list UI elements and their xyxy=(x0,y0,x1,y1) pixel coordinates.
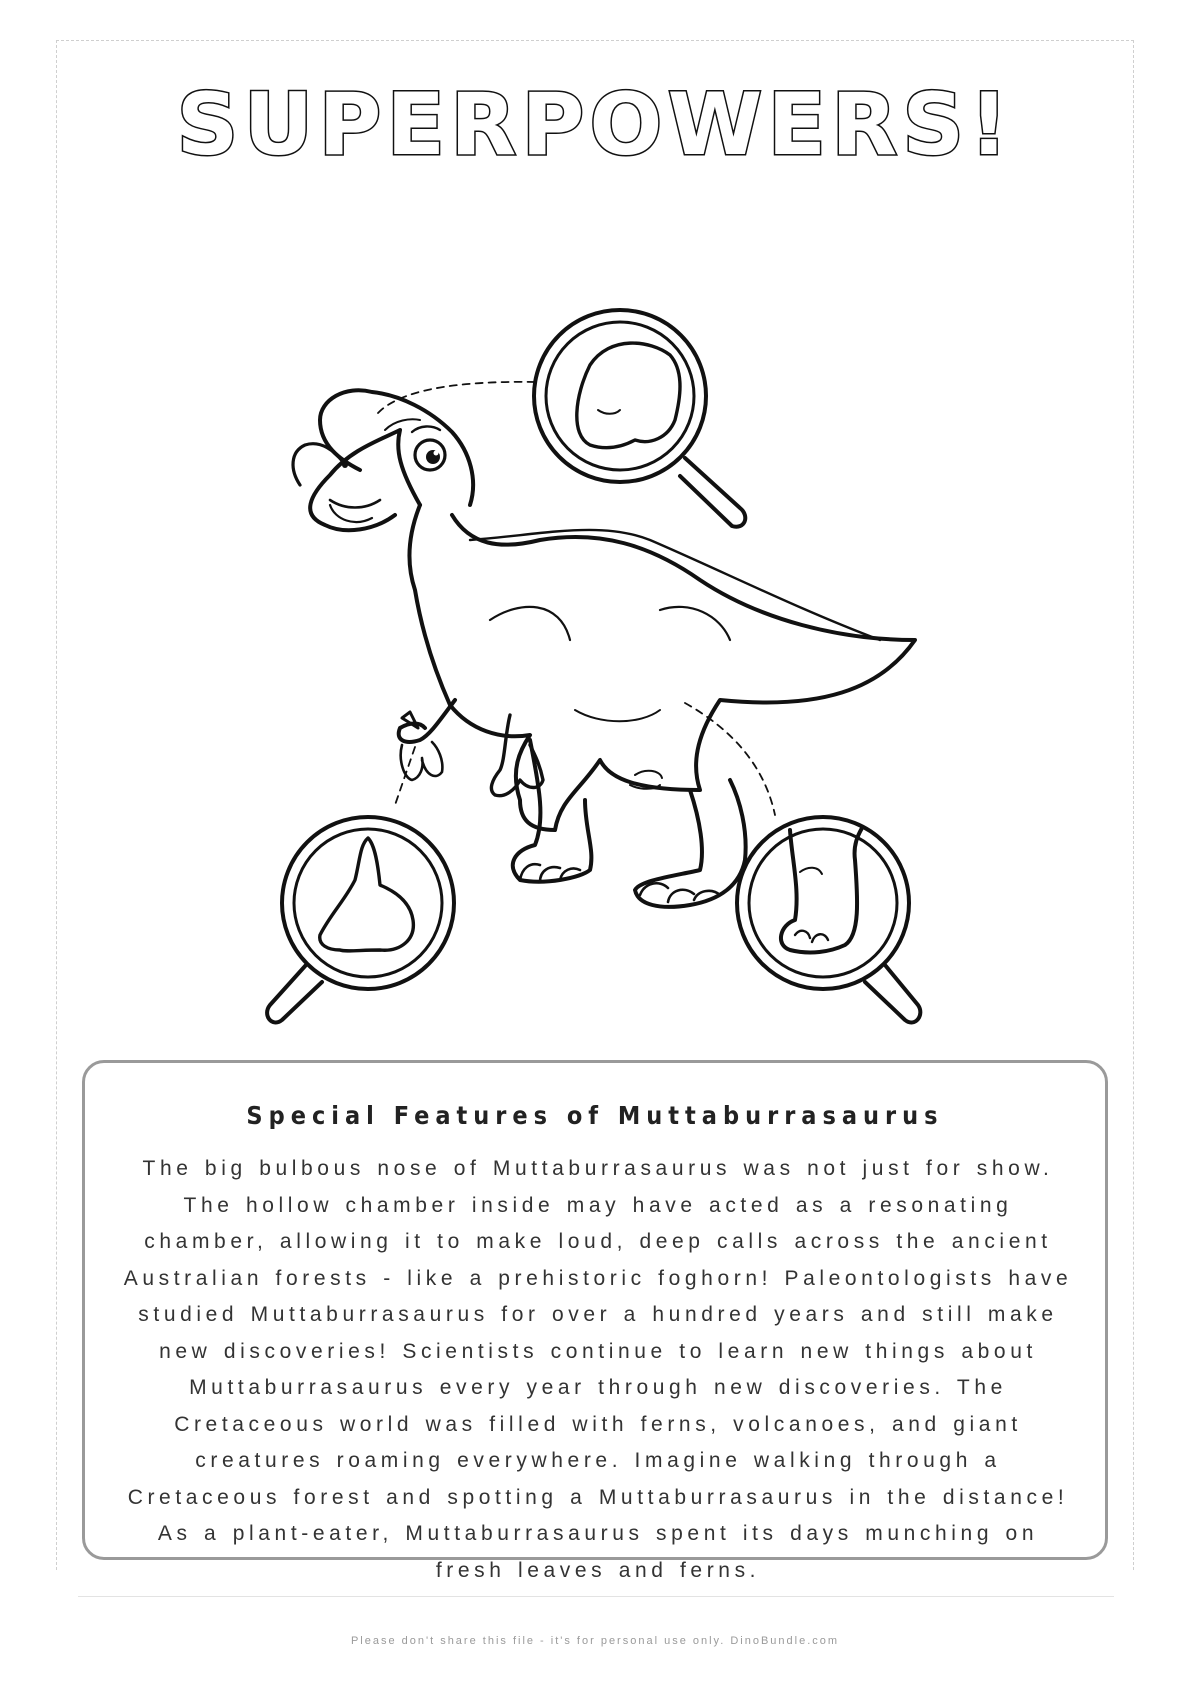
leg-foot-magnifier xyxy=(737,817,920,1022)
footer-note: Please don't share this file - it's for personal use only. DinoBundle.com xyxy=(350,1635,840,1647)
thumb-spike-magnifier xyxy=(267,817,454,1022)
special-features-box xyxy=(82,1060,1108,1582)
footer-divider xyxy=(78,1596,1114,1597)
dinosaur-legs xyxy=(513,740,746,907)
info-body-text: The big bulbous nose of Muttaburrasaurus was not just for show. The hollow chamber inside may have acted as a resonating chamber, allowing it to make loud, deep calls across the ancient Australian forests - like a prehistoric foghorn! Paleontologists have studied Muttaburrasaurus for over a hundred years and still make new discoveries! Scientists continue to learn new things about Muttaburrasaurus every year through new discoveries. The Cretaceous world was filled with ferns, volcanoes, and giant creatures roaming everywhere. Imagine walking through a Cretaceous forest and spotting a Muttaburrasaurus in the distance! As a plant-eater, Muttaburrasaurus spent its days munching on fresh leaves and ferns. xyxy=(123,1157,1073,1582)
info-heading: Special Features of Muttaburrasaurus xyxy=(246,1101,944,1130)
dinosaur-head xyxy=(293,390,473,530)
dinosaur-body xyxy=(410,505,915,830)
nose-crest-magnifier xyxy=(534,310,745,527)
page-title: SUPERPOWERS! xyxy=(176,75,1014,175)
